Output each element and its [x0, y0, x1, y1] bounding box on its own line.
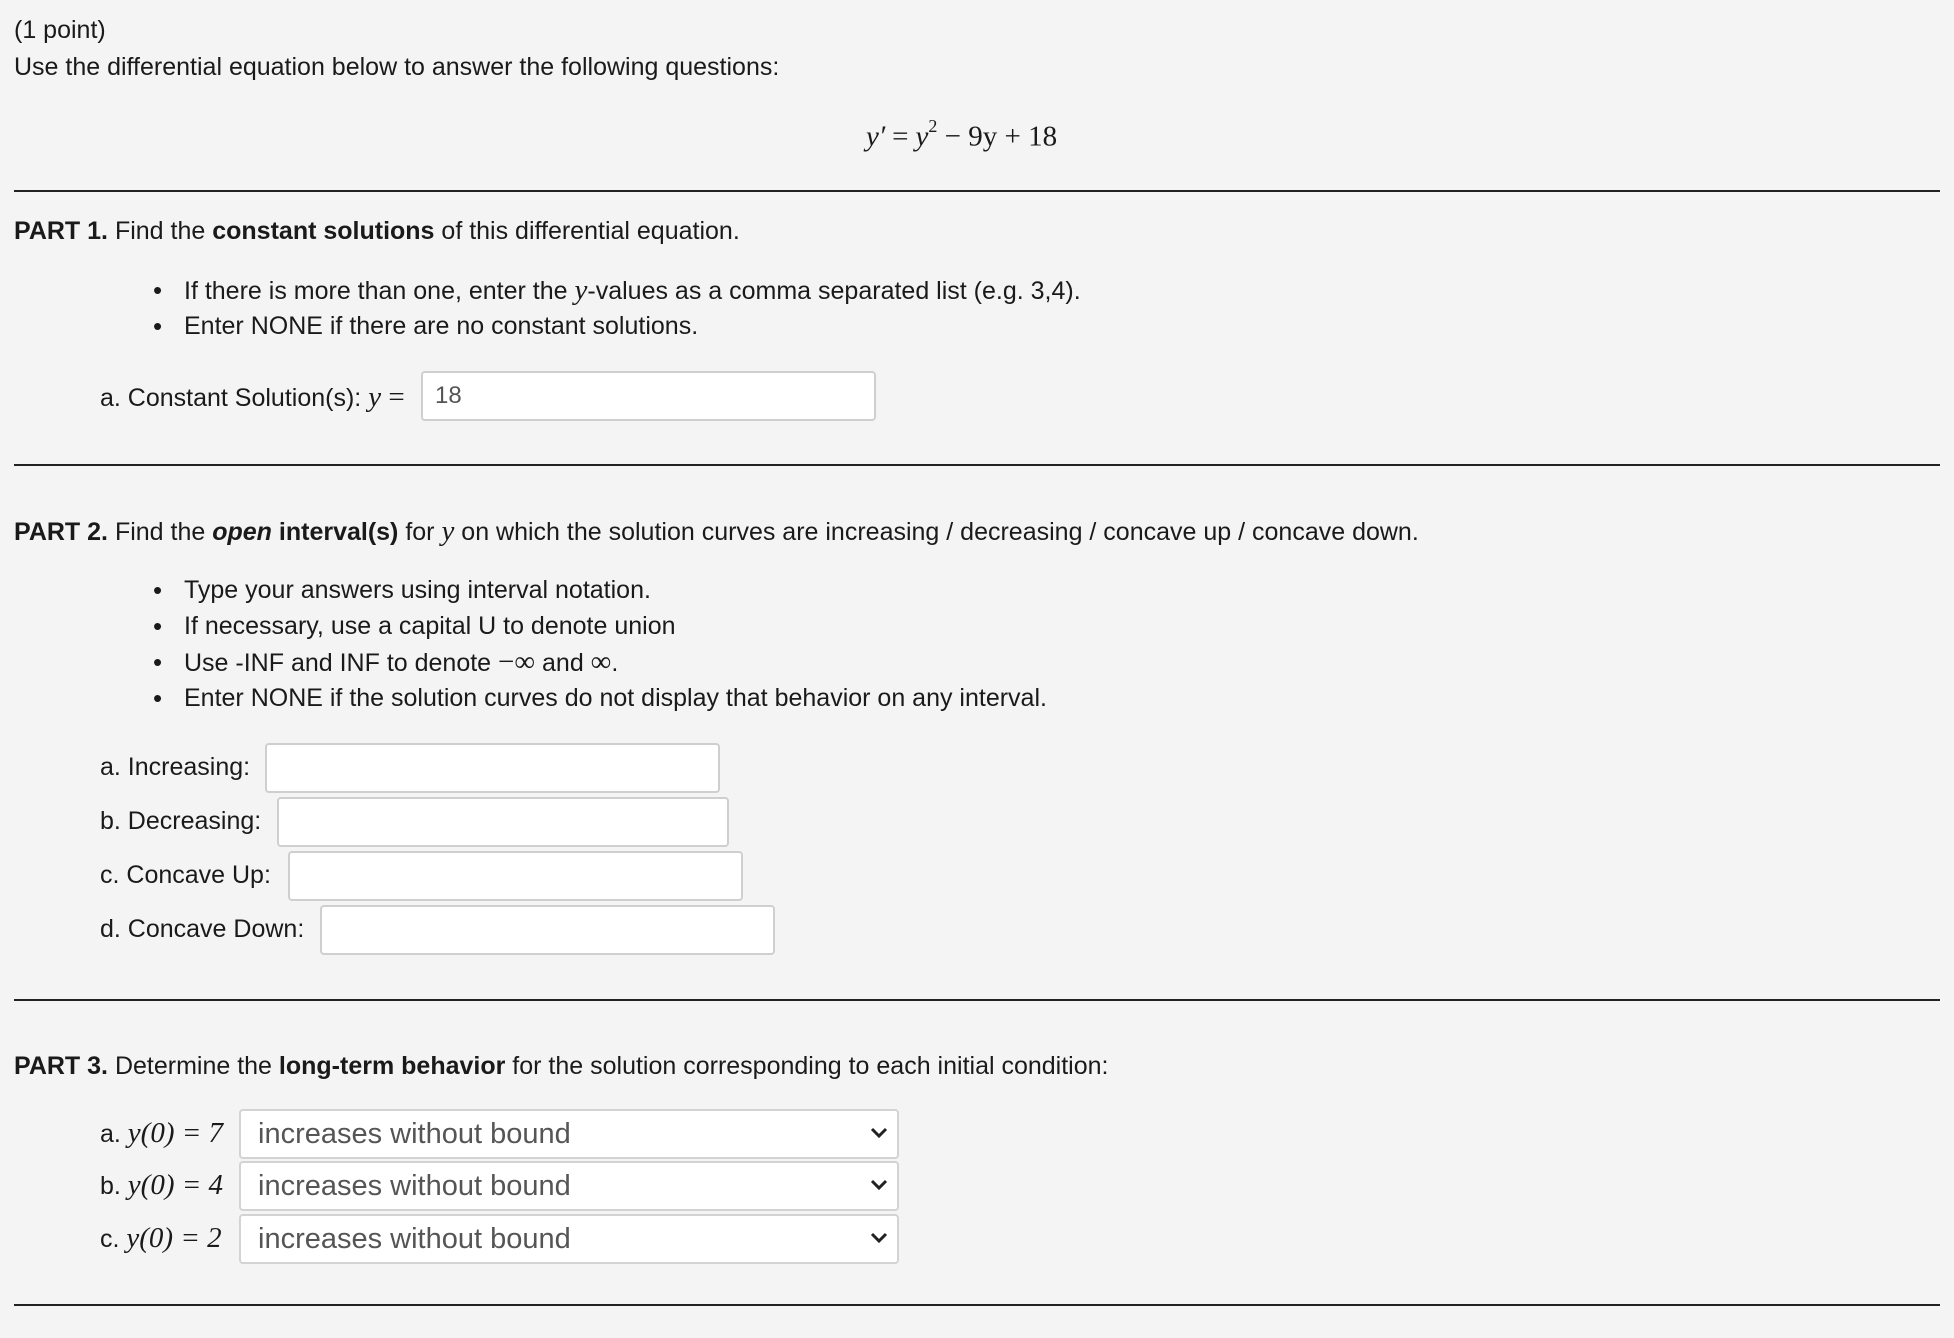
behavior-select-b-value: increases without bound	[258, 1170, 571, 1202]
concave-down-label: d. Concave Down:	[100, 915, 305, 943]
points-label: (1 point)	[14, 16, 106, 44]
part1-bullet-2: • Enter NONE if there are no constant solutions.	[153, 308, 1081, 344]
part1-instructions	[153, 272, 1081, 344]
initial-condition-b-label: b. y(0) = 4	[100, 1169, 224, 1201]
part2-heading: PART 2. Find the open interval(s) for y on which the solution curves are increasing / decreasing / concave up / concave down.	[14, 515, 1419, 547]
divider-2	[14, 464, 1940, 466]
decreasing-label: b. Decreasing:	[100, 807, 262, 835]
concave-up-input[interactable]	[288, 851, 743, 901]
divider-3	[14, 999, 1940, 1001]
behavior-select-a[interactable]	[239, 1109, 899, 1159]
concave-up-label: c. Concave Up:	[100, 861, 271, 889]
part2-instructions	[153, 572, 1047, 716]
concave-down-input[interactable]	[320, 905, 775, 955]
increasing-input[interactable]	[265, 743, 720, 793]
part2-bullet-4: • Enter NONE if the solution curves do not display that behavior on any interval.	[153, 680, 1047, 716]
constant-solutions-input[interactable]	[421, 371, 876, 421]
decreasing-input[interactable]	[277, 797, 729, 847]
part2-bullet-3: • Use -INF and INF to denote −∞ and ∞.	[153, 644, 1047, 680]
part2-bullet-1: • Type your answers using interval notation.	[153, 572, 1047, 608]
divider-1	[14, 190, 1940, 192]
increasing-label: a. Increasing:	[100, 753, 251, 781]
part1-heading: PART 1. Find the constant solutions of this differential equation.	[14, 217, 740, 245]
chevron-down-icon	[869, 1177, 889, 1193]
chevron-down-icon	[869, 1230, 889, 1246]
intro-text: Use the differential equation below to answer the following questions:	[14, 53, 780, 81]
part3-heading: PART 3. Determine the long-term behavior for the solution corresponding to each initial condition:	[14, 1052, 1109, 1080]
constant-solutions-label: a. Constant Solution(s): y =	[100, 381, 405, 413]
part2-bullet-2: • If necessary, use a capital U to denote union	[153, 608, 1047, 644]
behavior-select-c[interactable]	[239, 1214, 899, 1264]
divider-4	[14, 1304, 1940, 1306]
part1-bullet-1: • If there is more than one, enter the y-values as a comma separated list (e.g. 3,4).	[153, 272, 1081, 308]
initial-condition-a-label: a. y(0) = 7	[100, 1117, 224, 1149]
behavior-select-a-value: increases without bound	[258, 1118, 571, 1150]
initial-condition-c-label: c. y(0) = 2	[100, 1222, 222, 1254]
differential-equation: $y' = y^2 - 9y + 18$	[866, 116, 1058, 153]
chevron-down-icon	[869, 1125, 889, 1141]
behavior-select-c-value: increases without bound	[258, 1223, 571, 1255]
behavior-select-b[interactable]	[239, 1161, 899, 1211]
